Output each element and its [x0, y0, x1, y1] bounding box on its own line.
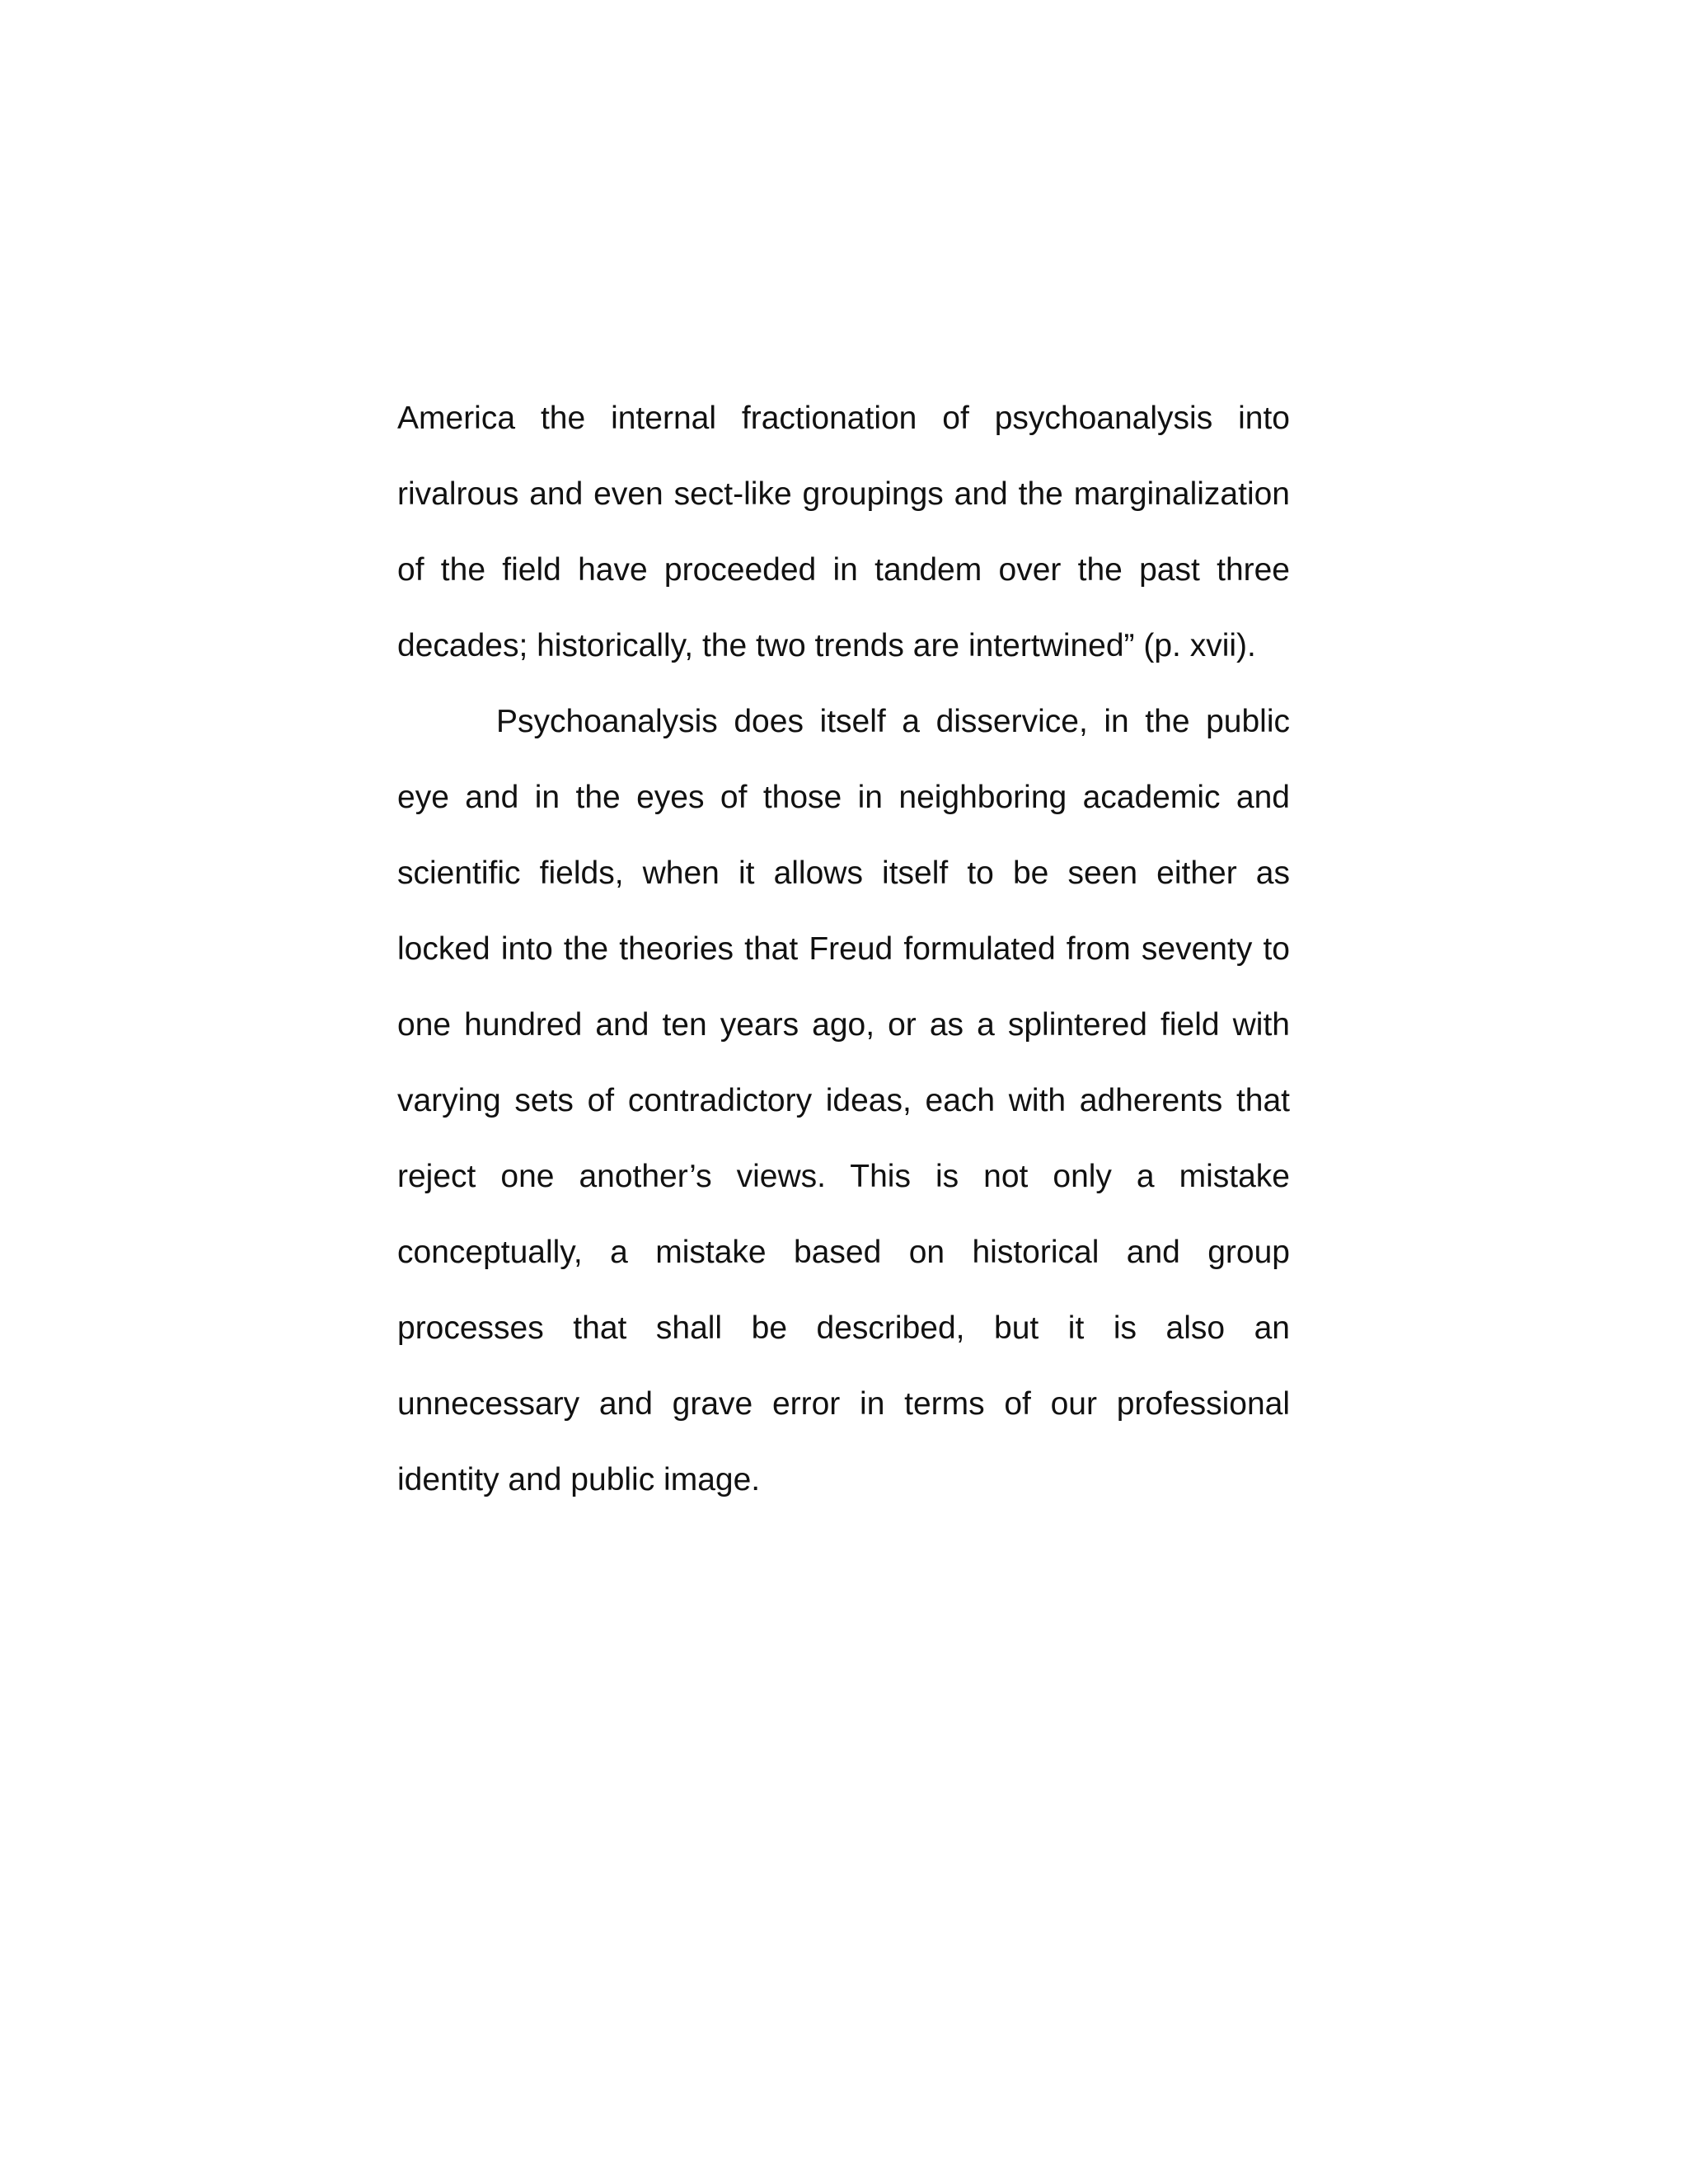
body-text	[397, 381, 1290, 1518]
paragraph-continuation: America the internal fractionation of psychoanalysis into rivalrous and even sect-like groupings and the marginalization of the field have proceeded in tandem over the past three decades; historically, the two trends are intertwined” (p. xvii).	[397, 401, 1290, 663]
paragraph-main: Psychoanalysis does itself a disservice, in the public eye and in the eyes of those in neighboring academic and scientific fields, when it allows itself to be seen either as locked into the theories that Freud formulated from seventy to one hundred and ten years ago, or as a splintered field with varying sets of contradictory ideas, each with adherents that reject one another’s views. This is not only a mistake conceptually, a mistake based on historical and group processes that shall be described, but it is also an unnecessary and grave error in terms of our professional identity and public image.	[397, 704, 1290, 1497]
